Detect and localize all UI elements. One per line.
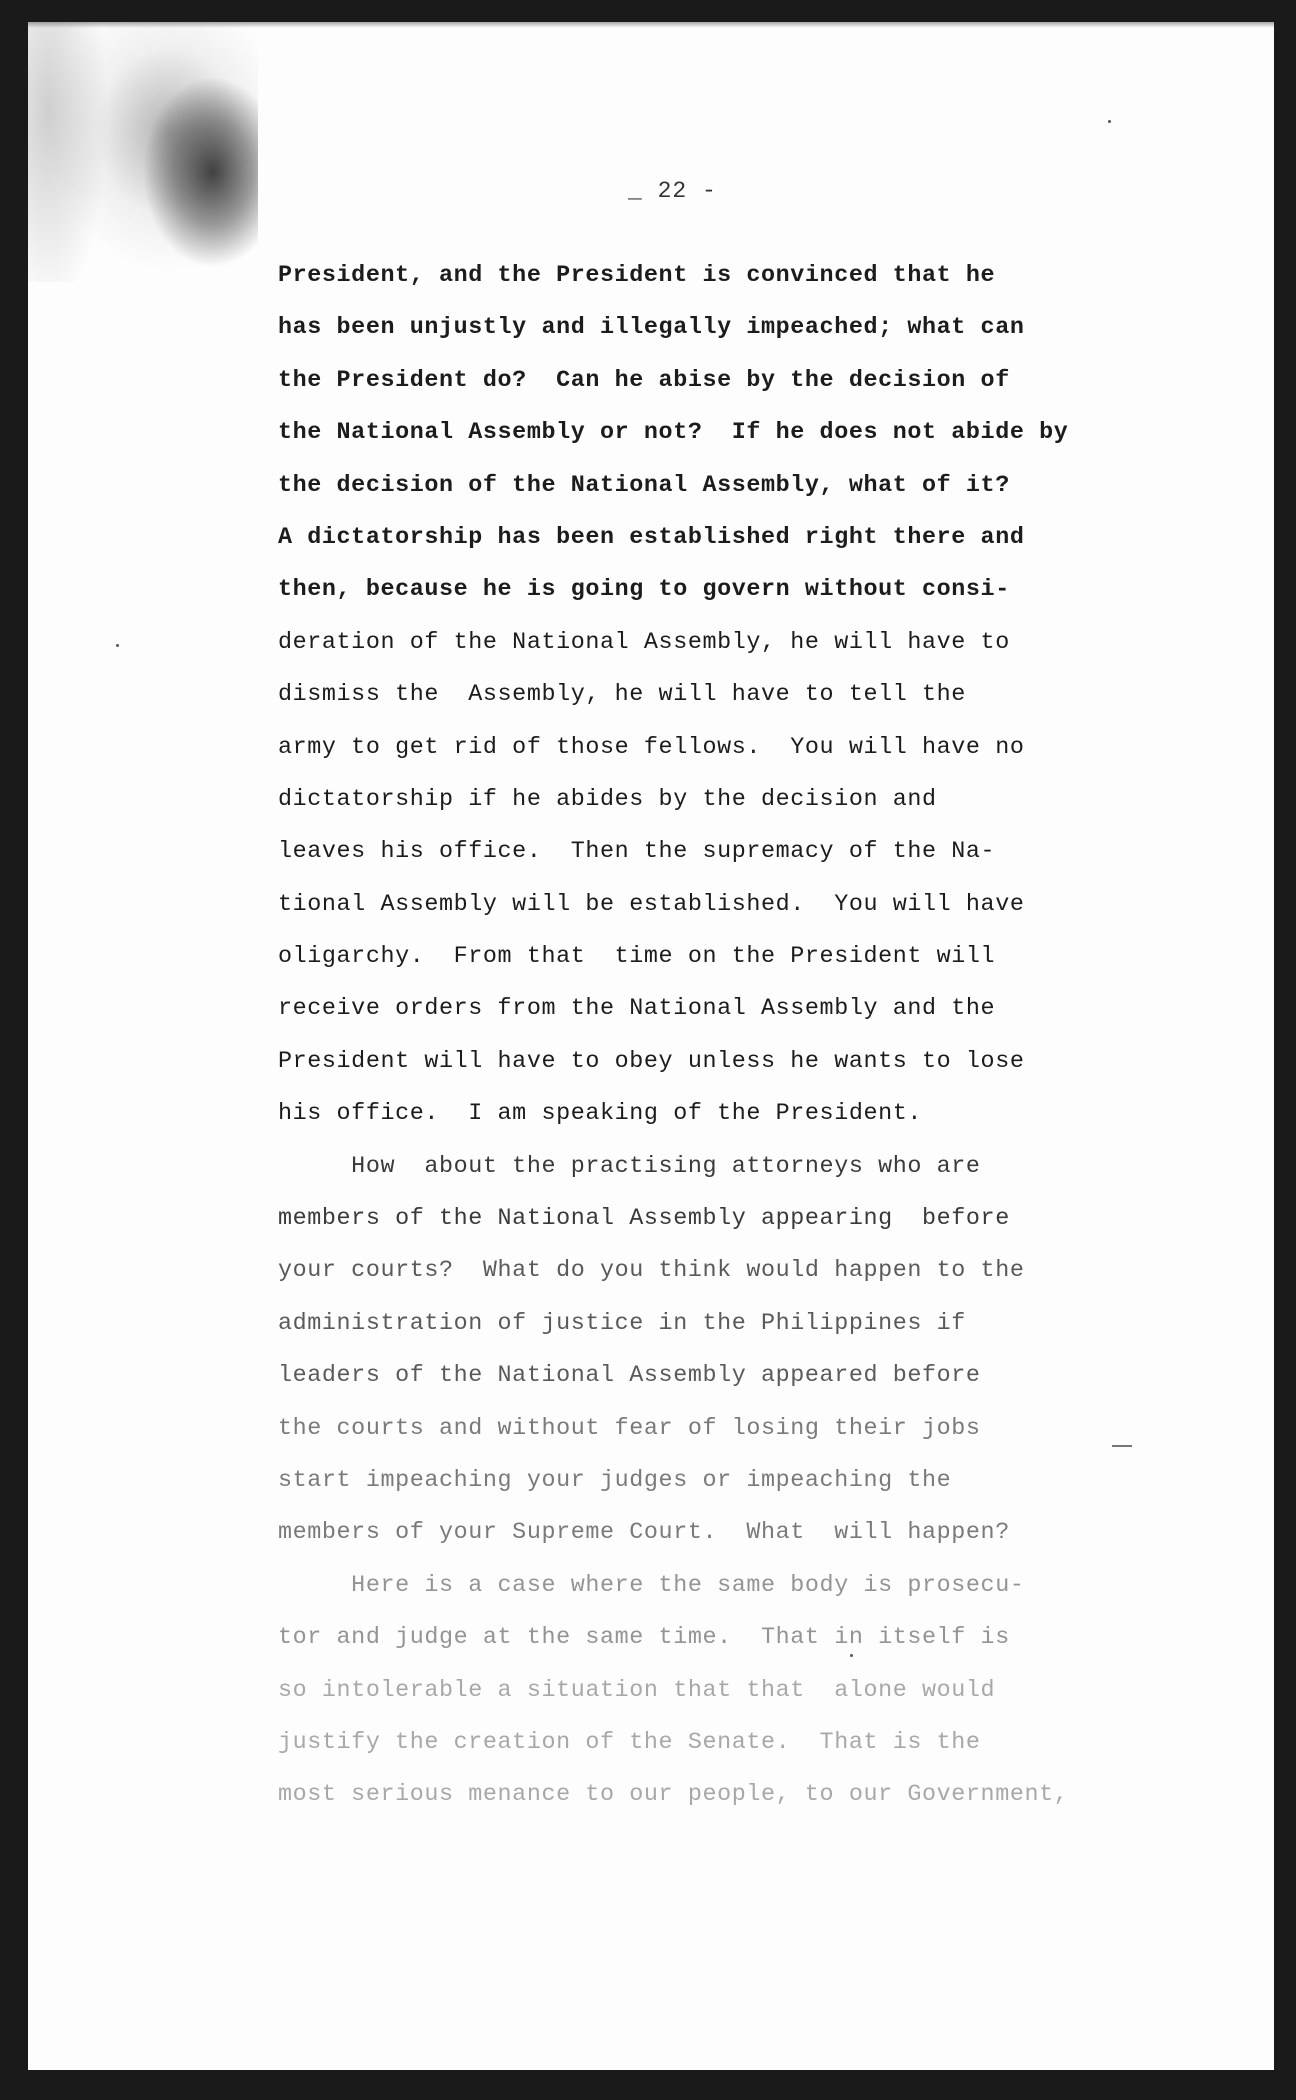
text-line: President will have to obey unless he wants to lose: [278, 1048, 1025, 1075]
text-line: President, and the President is convinced that he: [278, 263, 996, 289]
text-line: tor and judge at the same time. That in itself is: [278, 1625, 1010, 1652]
text-line: administration of justice in the Philippines if: [278, 1310, 966, 1337]
text-line: How about the practising attorneys who are: [278, 1153, 981, 1180]
text-line: the decision of the National Assembly, what of it?: [278, 472, 1010, 499]
text-line: receive orders from the National Assembly and the: [278, 996, 996, 1023]
text-line: justify the creation of the Senate. That is the: [278, 1729, 981, 1756]
text-line: his office. I am speaking of the President.: [278, 1101, 923, 1128]
text-line: most serious menance to our people, to our Government,: [278, 1782, 1069, 1809]
text-line: the courts and without fear of losing their jobs: [278, 1415, 981, 1442]
text-line: tional Assembly will be established. You will have: [278, 891, 1025, 918]
paper-speck: [116, 644, 119, 647]
text-line: Here is a case where the same body is prosecu-: [278, 1572, 1025, 1599]
text-line: the President do? Can he abise by the decision of: [278, 367, 1010, 394]
document-page: [28, 22, 1274, 2070]
text-line: dictatorship if he abides by the decision and: [278, 786, 937, 813]
text-line: leaders of the National Assembly appeared before: [278, 1363, 981, 1390]
text-line: deration of the National Assembly, he will have to: [278, 629, 1010, 656]
text-line: so intolerable a situation that that alone would: [278, 1677, 996, 1704]
text-line: your courts? What do you think would happen to the: [278, 1258, 1025, 1285]
text-line: army to get rid of those fellows. You will have no: [278, 734, 1025, 761]
margin-mark: [1112, 1445, 1132, 1447]
text-line: has been unjustly and illegally impeached; what can: [278, 315, 1025, 342]
typewritten-body: [278, 250, 1178, 1822]
text-line: A dictatorship has been established right there and: [278, 524, 1025, 551]
text-line: members of your Supreme Court. What will happen?: [278, 1520, 1010, 1547]
text-line: leaves his office. Then the supremacy of the Na-: [278, 839, 996, 866]
text-line: then, because he is going to govern without consi-: [278, 577, 1010, 604]
paper-speck: [1108, 120, 1111, 123]
page-number: _ 22 -: [628, 178, 717, 204]
text-line: start impeaching your judges or impeaching the: [278, 1467, 952, 1494]
text-line: oligarchy. From that time on the President will: [278, 944, 996, 971]
ink-smudge: [28, 22, 258, 282]
text-line: members of the National Assembly appearing before: [278, 1206, 1010, 1233]
paper-speck: [850, 1654, 853, 1657]
text-line: the National Assembly or not? If he does not abide by: [278, 420, 1069, 447]
text-line: dismiss the Assembly, he will have to tell the: [278, 682, 966, 709]
